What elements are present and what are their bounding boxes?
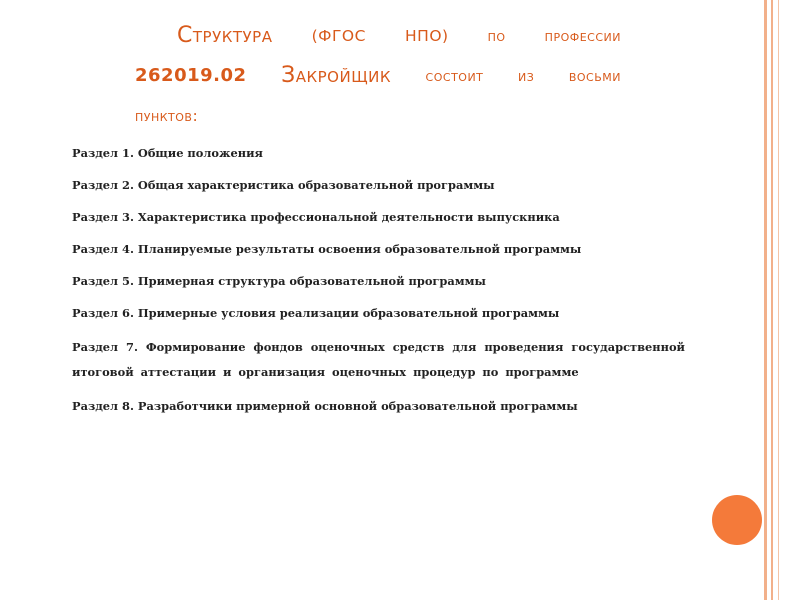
title-word: профессии — [544, 27, 621, 45]
title-word: НПО) — [405, 27, 449, 45]
section-item: Раздел 1. Общие положения — [72, 146, 263, 160]
decorative-line — [778, 0, 779, 600]
sections-list — [72, 143, 685, 428]
title-line-3 — [135, 96, 621, 136]
section-item: Раздел 6. Примерные условия реализации образовательной программы — [72, 306, 560, 320]
section-item: Раздел 5. Примерная структура образовательной программы — [72, 274, 486, 288]
title-word: Структура — [177, 23, 273, 48]
section-item: Раздел 8. Разработчики примерной основной образовательной программы — [72, 399, 578, 413]
title-word: по — [487, 27, 506, 45]
title-word: состоит — [425, 67, 484, 85]
decorative-line — [771, 0, 773, 600]
decorative-circle — [712, 495, 762, 545]
title-line-2 — [135, 56, 621, 96]
section-item: Раздел 4. Планируемые результаты освоения образовательной программы — [72, 242, 582, 256]
decorative-line — [764, 0, 767, 600]
title-word: восьми — [568, 67, 621, 85]
section-item: Раздел 7. Формирование фондов оценочных средств для проведения государственной итоговой аттестации и организация оценочных процедур по программе — [72, 340, 685, 379]
section-item: Раздел 3. Характеристика профессиональной деятельности выпускника — [72, 210, 560, 224]
section-item: Раздел 2. Общая характеристика образовательной программы — [72, 178, 495, 192]
title-word: (ФГОС — [311, 27, 366, 45]
profession-code: 262019.02 — [135, 65, 247, 86]
title-line-1 — [135, 16, 621, 56]
title-word: пунктов: — [135, 107, 199, 125]
title-word: из — [517, 67, 535, 85]
slide-title — [135, 16, 621, 136]
title-word: Закройщик — [281, 63, 391, 88]
